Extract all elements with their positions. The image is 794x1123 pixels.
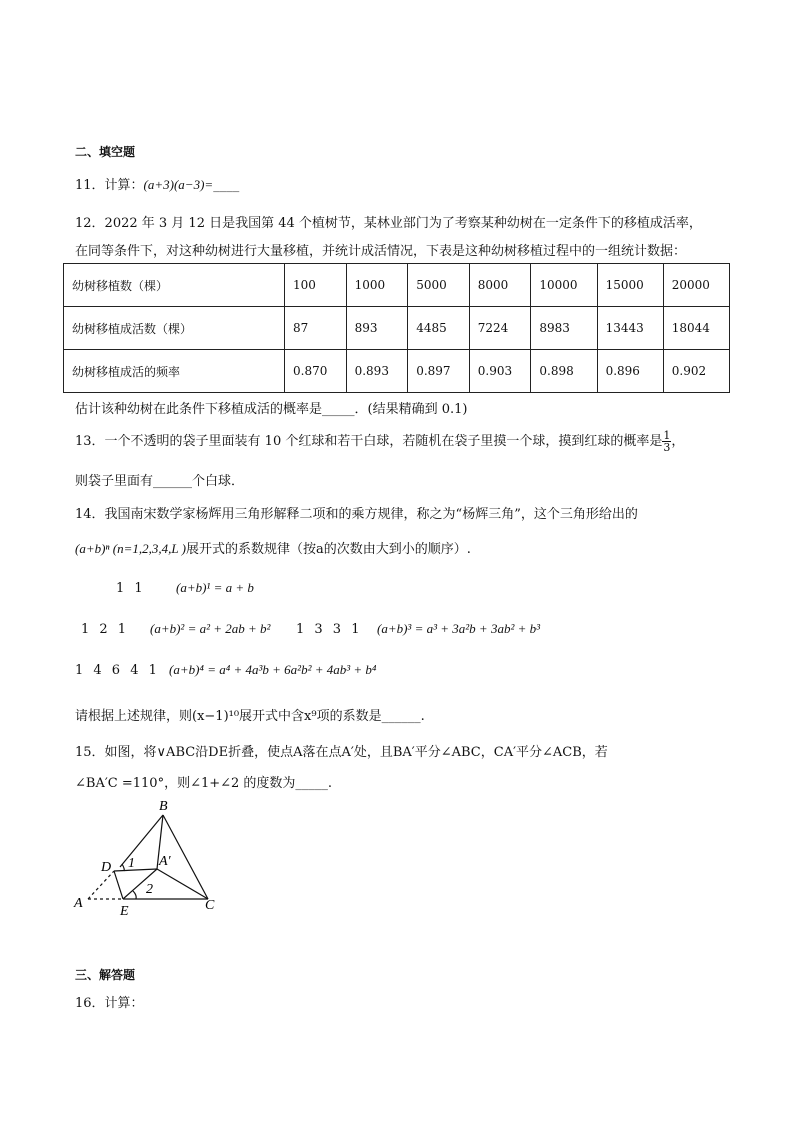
q11-number: 11．计算： [75, 178, 144, 193]
table-row-label: 幼树移植数（棵） [64, 264, 285, 307]
q13-line-2: 则袋子里面有______个白球． [75, 474, 245, 489]
table-cell: 8000 [469, 264, 531, 307]
triangle-row-2: 1 2 1 [81, 622, 127, 637]
expansion-power-3: (a+b)³ = a³ + 3a²b + 3ab² + b³ [377, 621, 541, 636]
q14-line-2 [75, 538, 471, 557]
table-cell: 0.893 [346, 350, 408, 393]
table-cell: 15000 [597, 264, 663, 307]
table-row [64, 264, 730, 307]
table-cell: 0.898 [531, 350, 597, 393]
table-cell: 8983 [531, 307, 597, 350]
table-cell: 18044 [663, 307, 729, 350]
table-row [64, 350, 730, 393]
table-cell: 0.903 [469, 350, 531, 393]
triangle-row-1: 1 1 [116, 581, 143, 596]
q12-line-1: 12．2022 年 3 月 12 日是我国第 44 个植树节，某林业部门为了考察某种幼树在一定条件下的移植成活率， [75, 216, 702, 231]
q14-binomial-expression: (a+b)ⁿ (n=1,2,3,4,L ) [75, 541, 186, 556]
table-cell: 100 [285, 264, 347, 307]
q14-line-2-text: 展开式的系数规律（按a的次数由大到小的顺序）. [185, 542, 471, 557]
q15-line-2: ∠BA′C =110°，则∠1+∠2 的度数为_____. [75, 776, 333, 791]
section-title-answer: 三、解答题 [75, 968, 136, 982]
table-row [64, 307, 730, 350]
q11-blank: ____ [213, 178, 240, 193]
q15-line-1: 15．如图，将∨ABC沿DE折叠，使点A落在点A′处，且BA′平分∠ABC，CA′平分∠ACB，若 [75, 745, 608, 760]
q12-estimate-question: 估计该种幼树在此条件下移植成活的概率是_____．(结果精确到 0.1) [75, 402, 468, 417]
table-cell: 87 [285, 307, 347, 350]
label-B: B [159, 799, 168, 814]
table-cell: 20000 [663, 264, 729, 307]
table-cell: 5000 [408, 264, 470, 307]
q12-line-2: 在同等条件下，对这种幼树进行大量移植，并统计成活情况，下表是这种幼树移植过程中的一组统计数据： [75, 244, 687, 259]
table-cell: 13443 [597, 307, 663, 350]
label-A-prime: A′ [159, 854, 171, 869]
q13-comma: ， [671, 434, 685, 449]
probability-fraction [662, 430, 671, 453]
expansion-power-4: (a+b)⁴ = a⁴ + 4a³b + 6a²b² + 4ab³ + b⁴ [169, 662, 377, 677]
table-cell: 1000 [346, 264, 408, 307]
survival-rate-table [63, 263, 730, 393]
table-cell: 0.902 [663, 350, 729, 393]
label-D: D [101, 860, 112, 875]
fraction-denominator: 3 [663, 441, 671, 454]
fraction-numerator: 1 [663, 429, 671, 442]
table-cell: 0.870 [285, 350, 347, 393]
q11-expression: (a+3)(a−3)= [143, 177, 214, 192]
table-cell: 4485 [408, 307, 470, 350]
expansion-power-1: (a+b)¹ = a + b [176, 580, 254, 595]
triangle-row-4: 1 4 6 4 1 [75, 663, 157, 678]
label-E: E [120, 904, 129, 919]
table-cell: 10000 [531, 264, 597, 307]
question-11 [75, 174, 239, 193]
q14-line-1: 14．我国南宋数学家杨辉用三角形解释二项和的乘方规律，称之为“杨辉三角”，这个三角形给出的 [75, 507, 638, 522]
triangle-row-3: 1 3 3 1 [296, 622, 360, 637]
expansion-power-2: (a+b)² = a² + 2ab + b² [150, 621, 271, 636]
table-cell: 893 [346, 307, 408, 350]
table-row-label: 幼树移植成活的频率 [64, 350, 285, 393]
folding-triangle-figure [70, 795, 230, 920]
q14-question: 请根据上述规律，则(x−1)¹⁰展开式中含x⁹项的系数是______. [75, 709, 425, 724]
label-A: A [74, 896, 83, 911]
label-C: C [205, 898, 215, 913]
label-angle-1: 1 [128, 856, 135, 871]
table-row-label: 幼树移植成活数（棵） [64, 307, 285, 350]
question-16: 16．计算： [75, 996, 144, 1011]
table-cell: 0.897 [408, 350, 470, 393]
table-cell: 0.896 [597, 350, 663, 393]
table-cell: 7224 [469, 307, 531, 350]
label-angle-2: 2 [146, 882, 153, 897]
question-13-line-1 [75, 430, 684, 453]
q13-text: 13．一个不透明的袋子里面装有 10 个红球和若干白球，若随机在袋子里摸一个球，摸到红球的概率是 [75, 434, 663, 449]
section-title-fill-blank: 二、填空题 [75, 145, 136, 159]
